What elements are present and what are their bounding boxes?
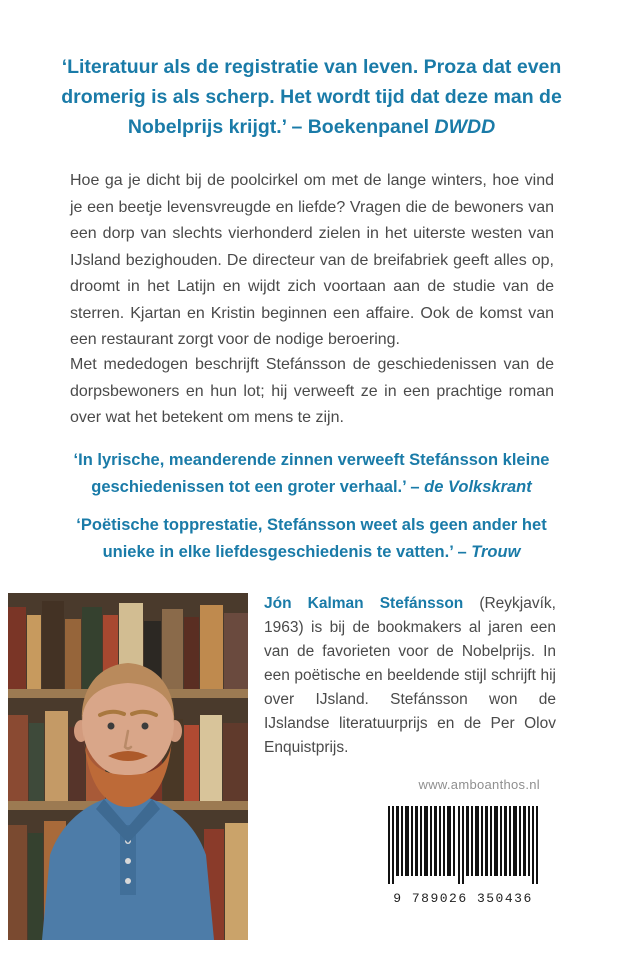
quote-text: ‘Literatuur als de registratie van leven. Proza dat even dromerig is als scherp. Het wordt tijd dat deze man de Nobelprijs krijgt.’ – Boekenpanel	[61, 56, 562, 138]
quote-source: Trouw	[471, 543, 521, 561]
synopsis-paragraph-2: Met mededogen beschrijft Stefánsson de geschiedenissen van de dorpsbewoners en hun lot; hij verweeft ze in een prachtige roman over wat het betekent om mens te zijn.	[70, 356, 554, 426]
quote-source: de Volkskrant	[424, 478, 532, 496]
publisher-url: www.amboanthos.nl	[418, 777, 540, 792]
synopsis-paragraph-1: Hoe ga je dicht bij de poolcirkel om met de lange winters, hoe vind je een beetje levensvreugde en liefde? Vragen die de bewoners van een dorp van slechts vierhonderd zielen in het uiterste westen van IJsland bezighouden. De directeur van de breifabriek geeft alles op, droomt in het Latijn en wijdt zich voortaan aan de studie van de sterren. Kjartan en Kristin beginnen een affaire. Ook de komst van een restaurant zorgt voor de nodige beroering.	[70, 172, 554, 348]
author-photo	[8, 593, 248, 940]
quote-source: DWDD	[434, 116, 496, 138]
author-name: Jón Kalman Stefánsson	[264, 595, 464, 612]
author-bio	[264, 592, 556, 760]
bio-text: (Reykjavík, 1963) is bij de bookmakers al jaren een van de favorieten voor de Nobelprijs. In een poëtische en beeldende stijl schrijft hij over IJsland. Stefánsson won de IJslandse literatuurprijs en de Per Olov Enquistprijs.	[264, 595, 556, 756]
barcode-bars	[386, 806, 540, 884]
press-quote-volkskrant	[72, 447, 551, 501]
quote-text: ‘In lyrische, meanderende zinnen verweeft Stefánsson kleine geschiedenissen tot een groter verhaal.’ –	[73, 451, 550, 496]
author-portrait-illustration	[8, 593, 248, 940]
press-quote-trouw	[72, 512, 551, 566]
isbn-digits: 9 789026 350436	[393, 891, 533, 906]
quote-text: ‘Poëtische topprestatie, Stefánsson weet als geen ander het unieke in elke liefdesgeschiedenis te vatten.’ –	[76, 516, 547, 561]
press-quote-dwdd	[46, 52, 577, 142]
barcode	[386, 806, 540, 906]
